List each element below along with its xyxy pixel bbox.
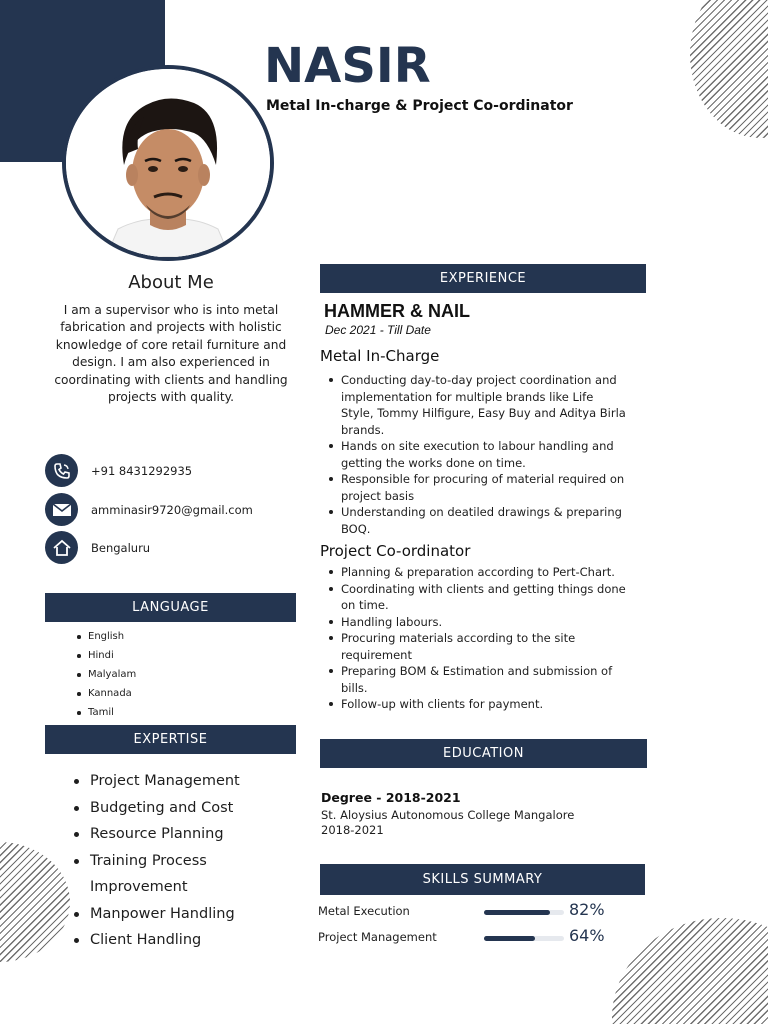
list-item: Conducting day-to-day project coordination and implementation for multiple brands like Life Style, Tommy Hilfigure, Easy Buy and Aditya Birla brands.	[323, 372, 628, 438]
education-school: St. Aloysius Autonomous College Mangalore	[321, 808, 575, 822]
decorative-hatch-circle-bottom-right	[612, 918, 768, 1024]
profile-photo	[62, 65, 274, 261]
job-title-project-coordinator: Project Co-ordinator	[320, 542, 471, 560]
contact-phone	[45, 454, 192, 487]
phone-number[interactable]: +91 8431292935	[91, 463, 193, 478]
candidate-role: Metal In-charge & Project Co-ordinator	[266, 98, 573, 114]
skill-percent: 82%	[569, 900, 605, 919]
responsibility-list	[323, 372, 628, 537]
email-icon	[45, 493, 78, 526]
decorative-hatch-circle-top-right	[690, 0, 768, 138]
decorative-hatch-circle-bottom-left	[0, 842, 70, 962]
list-item: Handling labours.	[323, 614, 628, 631]
list-item: Preparing BOM & Estimation and submission of bills.	[323, 663, 628, 696]
education-years: 2018-2021	[321, 823, 384, 837]
list-item: Understanding on deatiled drawings & preparing BOQ.	[323, 504, 628, 537]
list-item: Client Handling	[72, 927, 287, 954]
contact-location	[45, 531, 150, 564]
skill-name: Project Management	[318, 930, 437, 944]
list-item: Project Management	[72, 768, 287, 795]
expertise-heading: EXPERTISE	[45, 725, 296, 754]
list-item: Follow-up with clients for payment.	[323, 696, 628, 713]
candidate-name: NASIR	[264, 38, 431, 94]
skill-name: Metal Execution	[318, 904, 410, 918]
list-item: Planning & preparation according to Pert-Chart.	[323, 564, 628, 581]
list-item: Kannada	[70, 687, 136, 706]
language-list	[70, 630, 136, 725]
person-portrait-icon	[66, 69, 270, 257]
location-text: Bengaluru	[91, 540, 151, 555]
skill-row-metal-execution	[318, 902, 618, 922]
list-item: Manpower Handling	[72, 901, 287, 928]
list-item: Hindi	[70, 649, 136, 668]
company-name: HAMMER & NAIL	[324, 301, 470, 321]
responsibility-list	[323, 564, 628, 713]
list-item: Training Process Improvement	[72, 848, 287, 901]
list-item: English	[70, 630, 136, 649]
skill-row-project-management	[318, 928, 618, 948]
skill-bar-track	[484, 936, 564, 941]
list-item: Procuring materials according to the site requirement	[323, 630, 628, 663]
list-item: Tamil	[70, 706, 136, 725]
language-heading: LANGUAGE	[45, 593, 296, 622]
skills-heading: SKILLS SUMMARY	[320, 864, 645, 895]
contact-email	[45, 493, 253, 526]
phone-icon	[45, 454, 78, 487]
list-item: Coordinating with clients and getting things done on time.	[323, 581, 628, 614]
job-title-metal-in-charge: Metal In-Charge	[320, 347, 440, 365]
list-item: Responsible for procuring of material required on project basis	[323, 471, 628, 504]
list-item: Budgeting and Cost	[72, 795, 287, 822]
employment-dates: Dec 2021 - Till Date	[325, 323, 431, 337]
email-address[interactable]: amminasir9720@gmail.com	[91, 502, 253, 517]
about-text: I am a supervisor who is into metal fabrication and projects with holistic knowledge of core retail furniture and design. I am also experienced in coordinating with clients and handling projects with quality.	[54, 303, 288, 405]
home-icon	[45, 531, 78, 564]
expertise-list	[72, 768, 287, 954]
list-item: Resource Planning	[72, 821, 287, 848]
skill-bar-track	[484, 910, 564, 915]
skill-bar-fill	[484, 936, 535, 941]
about-title: About Me	[128, 272, 214, 293]
skill-bar-fill	[484, 910, 550, 915]
list-item: Malyalam	[70, 668, 136, 687]
experience-heading: EXPERIENCE	[320, 264, 646, 293]
education-heading: EDUCATION	[320, 739, 647, 768]
skill-percent: 64%	[569, 926, 605, 945]
list-item: Hands on site execution to labour handling and getting the works done on time.	[323, 438, 628, 471]
education-degree: Degree - 2018-2021	[321, 790, 461, 805]
